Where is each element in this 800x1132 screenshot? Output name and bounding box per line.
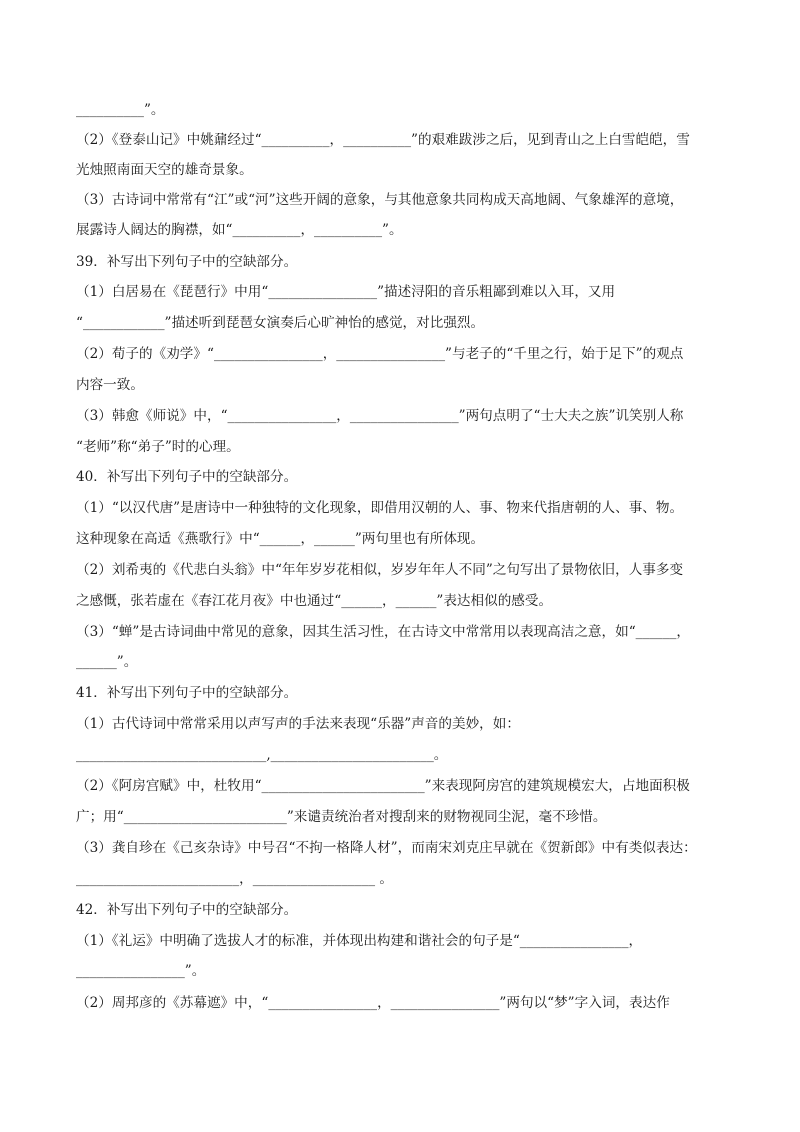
text-line: 光烛照南面天空的雄奇景象。	[76, 162, 253, 178]
text-line: （2）周邦彦的《苏幕遮》中，“________________，________________”两句以“梦”字入词，表达作	[76, 995, 670, 1011]
text-line: （3）韩愈《师说》中，“________________，________________”两句点明了“士大夫之族”讥笑别人称	[76, 408, 684, 424]
text-line: （2）刘希夷的《代悲白头翁》中“年年岁岁花相似，岁岁年年人不同”之句写出了景物依旧，人事多变	[76, 562, 684, 578]
question-heading: 40．补写出下列句子中的空缺部分。	[76, 469, 298, 485]
text-line: （3）“蝉”是古诗词曲中常见的意象，因其生活习性，在古诗文中常常用以表现高洁之意，如“______，	[76, 624, 691, 640]
text-line: （3）古诗词中常常有“江”或“河”这些开阔的意象，与其他意象共同构成天高地阔、气象雄浑的意境，	[76, 192, 684, 208]
text-line: （1）古代诗词中常常采用以声写声的手法来表现“乐器”声音的美妙，如：	[76, 716, 520, 732]
text-line: ____________________________,________________________。	[76, 747, 448, 763]
text-line: ________________________，__________________ 。	[76, 871, 393, 887]
question-heading: 42．补写出下列句子中的空缺部分。	[76, 902, 298, 918]
text-line: ________________”。	[76, 963, 206, 979]
text-line: （1）“以汉代唐”是唐诗中一种独特的文化现象，即借用汉朝的人、事、物来代指唐朝的人、事、物。	[76, 500, 684, 516]
text-line: （2）荀子的《劝学》“________________，________________”与老子的“千里之行，始于足下”的观点	[76, 346, 684, 362]
question-heading: 39．补写出下列句子中的空缺部分。	[76, 254, 298, 270]
text-line: 广；用“________________________”来谴责统治者对搜刮来的财物视同尘泥，毫不珍惜。	[76, 809, 607, 825]
text-line: “老师”称“弟子”时的心理。	[76, 439, 240, 455]
text-line: （1）白居易在《琵琶行》中用“________________”描述浔阳的音乐粗鄙到难以入耳，又用	[76, 284, 616, 300]
text-line: 内容一致。	[76, 377, 144, 393]
text-line: 展露诗人阔达的胸襟，如“__________，__________”。	[76, 222, 403, 238]
text-line: __________”。	[76, 102, 165, 118]
text-line: 之感慨，张若虚在《春江花月夜》中也通过“______，______”表达相似的感受。	[76, 593, 553, 609]
text-line: “____________”描述听到琵琶女演奏后心旷神怡的感觉，对比强烈。	[76, 315, 485, 331]
text-line: （3）龚自珍在《己亥杂诗》中号召“不拘一格降人材”，而南宋刘克庄早就在《贺新郎》中有类似表达：	[76, 840, 697, 856]
text-line: ______”。	[76, 654, 138, 670]
text-line: （1）《礼运》中明确了选拔人才的标准，并体现出构建和谐社会的句子是“________________，	[76, 933, 643, 949]
question-heading: 41．补写出下列句子中的空缺部分。	[76, 685, 298, 701]
text-line: （2）《阿房宫赋》中，杜牧用“________________________”来表现阿房宫的建筑规模宏大，占地面积极	[76, 778, 690, 794]
text-line: 这种现象在高适《燕歌行》中“______，______”两句里也有所体现。	[76, 531, 485, 547]
text-line: （2）《登泰山记》中姚鼐经过“__________，__________”的艰难跋涉之后，见到青山之上白雪皑皑，雪	[76, 132, 690, 148]
